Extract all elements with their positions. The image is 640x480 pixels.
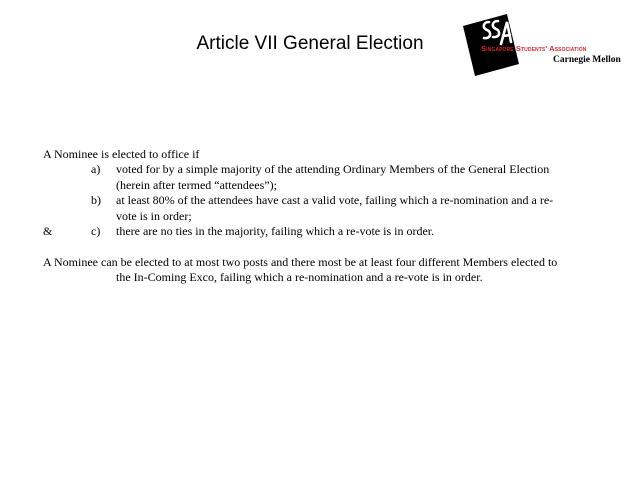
list-item-c-marker: & xyxy=(43,223,53,238)
list-item-a-line-1: voted for by a simple majority of the attending Ordinary Members of the General Election xyxy=(116,162,550,177)
list-item-a-line-2: (herein after termed “attendees”); xyxy=(116,177,277,192)
ssa-logo xyxy=(463,14,635,76)
list-item-b xyxy=(43,193,638,208)
list-item-c xyxy=(43,224,638,239)
list-item-b-line-1: at least 80% of the attendees have cast a valid vote, failing which a re-nomination and a re- xyxy=(116,193,554,208)
list-item-c-letter: c) xyxy=(91,223,101,238)
logo-university-name: Carnegie Mellon xyxy=(553,55,621,65)
list-item-b-line-2: vote is in order; xyxy=(116,208,192,223)
paragraph1-intro: A Nominee is elected to office if xyxy=(43,147,200,161)
list-item-c-line-1: there are no ties in the majority, failing which a re-vote is in order. xyxy=(116,223,435,238)
list-item-b-continuation xyxy=(43,209,638,224)
paragraph2-line-2 xyxy=(43,270,638,285)
paragraph-spacer xyxy=(43,239,638,254)
logo-organization-name: Singapore Students' Association xyxy=(481,44,587,53)
list-item-a xyxy=(43,162,638,177)
list-item-a-letter: a) xyxy=(91,162,101,177)
paragraph2-line-1: A Nominee can be elected to at most two posts and there most be at least four different Members elected to xyxy=(43,254,558,269)
paragraph2-line-2-text: the In-Coming Exco, failing which a re-nomination and a re-vote is in order. xyxy=(116,270,483,285)
list-item-a-continuation xyxy=(43,178,638,193)
list-item-b-letter: b) xyxy=(91,193,101,208)
slide-body xyxy=(43,147,638,286)
slide-title: Article VII General Election xyxy=(196,33,424,54)
